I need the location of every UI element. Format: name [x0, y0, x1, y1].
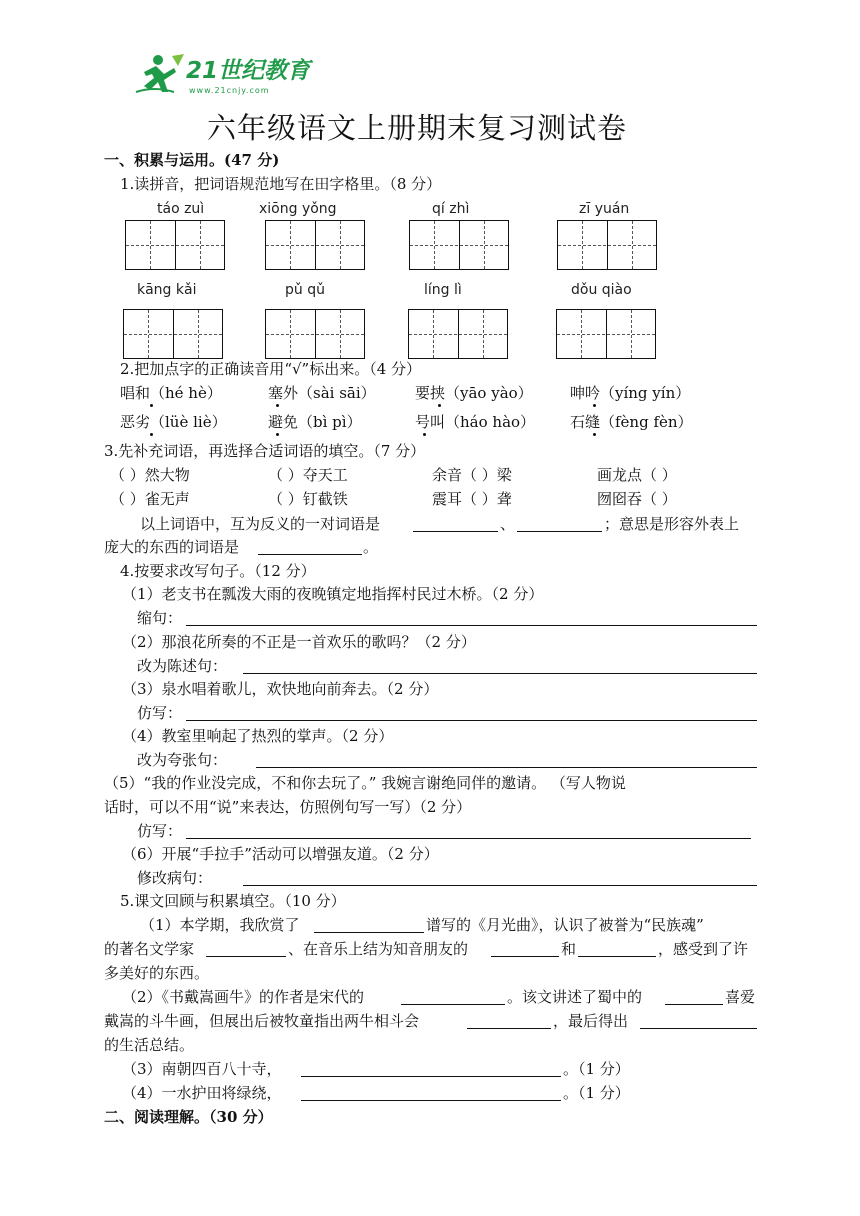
fill-blank[interactable]	[206, 956, 286, 957]
idiom-blank[interactable]: （ ）雀无声	[110, 490, 190, 508]
page-title: 六年级语文上册期末复习测试卷	[207, 111, 628, 145]
idiom-blank[interactable]: （ ）然大物	[110, 466, 190, 484]
q2-item: 避免（bì pì）	[268, 413, 362, 431]
q4-label: 改为陈述句：	[137, 657, 228, 675]
q5-text: （1）本学期，我欣赏了	[140, 916, 300, 934]
q5-text: ，最后得出	[553, 1012, 629, 1030]
q4-sentence: （2）那浪花所奏的不正是一首欢乐的歌吗？（2 分）	[122, 633, 476, 651]
q3-fill-text: 、	[500, 515, 516, 533]
tianzige-box-8[interactable]	[556, 309, 656, 359]
fill-blank[interactable]	[640, 1028, 757, 1029]
q5-prompt: 5.课文回顾与积累填空。（10 分）	[120, 892, 346, 910]
q2-item: 塞外（sài sāi）	[268, 384, 376, 402]
answer-line[interactable]	[243, 885, 757, 886]
q5-text: 喜爱	[725, 988, 756, 1006]
q5-text: 的著名文学家	[104, 940, 195, 958]
q2-item: 恶劣（lüè liè）	[120, 413, 227, 431]
q3-fill-text: 庞大的东西的词语是	[104, 538, 240, 556]
q4-label: 仿写：	[137, 822, 183, 840]
q5-text: （3）南朝四百八十寺，	[122, 1060, 282, 1078]
q5-text: 。（1 分）	[563, 1060, 630, 1078]
q4-sentence: 话时，可以不用“说”来表达，仿照例句写一写）（2 分）	[104, 798, 472, 816]
emphasis-dot	[423, 433, 426, 436]
q4-sentence: （3）泉水唱着歌儿，欢快地向前奔去。（2 分）	[122, 680, 439, 698]
q5-text: ，感受到了许	[658, 940, 749, 958]
fill-blank[interactable]	[665, 1004, 723, 1005]
fill-blank[interactable]	[467, 1028, 551, 1029]
pinyin-6: pǔ qǔ	[285, 282, 325, 298]
q4-sentence: （1）老支书在瓢泼大雨的夜晚镇定地指挥村民过木桥。（2 分）	[122, 585, 544, 603]
logo-url: www.21cnjy.com	[189, 86, 270, 95]
q5-text: （2）《书戴嵩画牛》的作者是宋代的	[122, 988, 365, 1006]
q5-text: 谱写的《月光曲》，认识了被誉为“民族魂”	[426, 916, 704, 934]
idiom-blank[interactable]: （ ）夺天工	[268, 466, 348, 484]
fill-blank[interactable]	[258, 554, 362, 555]
q5-text: 多美好的东西。	[104, 964, 210, 982]
q4-sentence: （6）开展“手拉手”活动可以增强友道。（2 分）	[122, 845, 439, 863]
pinyin-8: dǒu qiào	[571, 282, 632, 298]
q3-fill-text: 以上词语中，互为反义的一对词语是	[140, 515, 381, 533]
section-1-heading: 一、积累与运用。(47 分)	[104, 151, 280, 169]
q5-text: 和	[561, 940, 577, 958]
q2-item: 号叫（háo hào）	[415, 413, 536, 431]
emphasis-dot	[276, 404, 279, 407]
emphasis-dot	[438, 404, 441, 407]
emphasis-dot	[150, 433, 153, 436]
tianzige-box-3[interactable]	[409, 220, 509, 270]
emphasis-dot	[150, 404, 153, 407]
pinyin-3: qí zhì	[432, 201, 470, 217]
answer-line[interactable]	[186, 838, 751, 839]
q2-item: 唱和（hé hè）	[120, 384, 222, 402]
emphasis-dot	[593, 433, 596, 436]
answer-line[interactable]	[186, 720, 757, 721]
idiom-blank[interactable]: 画龙点（ ）	[597, 466, 677, 484]
q4-sentence: （5）“我的作业没完成，不和你去玩了。” 我婉言谢绝同伴的邀请。 （写人物说	[104, 774, 626, 792]
answer-line[interactable]	[256, 767, 757, 768]
tianzige-box-5[interactable]	[123, 309, 223, 359]
q5-text: 。（1 分）	[563, 1084, 630, 1102]
q2-item: 要挟（yāo yào）	[415, 384, 533, 402]
pinyin-1: táo zuì	[157, 201, 205, 217]
runner-logo-icon	[134, 52, 186, 96]
tianzige-box-6[interactable]	[265, 309, 365, 359]
fill-blank[interactable]	[401, 1004, 505, 1005]
idiom-blank[interactable]: 震耳（ ）聋	[432, 490, 512, 508]
q5-text: 的生活总结。	[104, 1036, 195, 1054]
fill-blank[interactable]	[301, 1076, 561, 1077]
tianzige-box-1[interactable]	[125, 220, 225, 270]
q4-label: 仿写：	[137, 704, 183, 722]
q4-label: 缩句：	[137, 609, 183, 627]
emphasis-dot	[593, 404, 596, 407]
answer-line[interactable]	[186, 625, 757, 626]
q5-text: 、在音乐上结为知音朋友的	[288, 940, 469, 958]
fill-blank[interactable]	[491, 956, 559, 957]
tianzige-box-4[interactable]	[557, 220, 657, 270]
emphasis-dot	[276, 433, 279, 436]
q5-text: （4）一水护田将绿绕，	[122, 1084, 282, 1102]
q4-prompt: 4.按要求改写句子。（12 分）	[120, 562, 316, 580]
pinyin-2: xiōng yǒng	[259, 201, 337, 217]
pinyin-7: líng lì	[424, 282, 462, 298]
fill-blank[interactable]	[578, 956, 656, 957]
q5-text: 。该文讲述了蜀中的	[507, 988, 643, 1006]
tianzige-box-7[interactable]	[408, 309, 508, 359]
q1-prompt: 1.读拼音，把词语规范地写在田字格里。（8 分）	[120, 175, 442, 193]
q2-item: 呻吟（yíng yín）	[570, 384, 691, 402]
q4-label: 修改病句：	[137, 869, 213, 887]
tianzige-box-2[interactable]	[265, 220, 365, 270]
q4-sentence: （4）教室里响起了热烈的掌声。（2 分）	[122, 727, 394, 745]
section-2-heading: 二、阅读理解。（30 分）	[104, 1108, 273, 1126]
fill-blank[interactable]	[517, 531, 602, 532]
q3-prompt: 3.先补充词语，再选择合适词语的填空。（7 分）	[104, 442, 426, 460]
fill-blank[interactable]	[314, 932, 424, 933]
q2-item: 石缝（fèng fèn）	[570, 413, 693, 431]
idiom-blank[interactable]: 余音（ ）梁	[432, 466, 512, 484]
idiom-blank[interactable]: （ ）钉截铁	[268, 490, 348, 508]
answer-line[interactable]	[243, 673, 757, 674]
fill-blank[interactable]	[301, 1100, 561, 1101]
logo	[134, 52, 314, 98]
q5-text: 戴嵩的斗牛画，但展出后被牧童指出两牛相斗会	[104, 1012, 420, 1030]
q4-label: 改为夸张句：	[137, 751, 228, 769]
q3-fill-text: ；意思是形容外表上	[604, 515, 740, 533]
pinyin-5: kāng kǎi	[137, 282, 197, 298]
logo-brand: 21世纪教育	[186, 58, 311, 84]
fill-blank[interactable]	[413, 531, 498, 532]
q2-prompt: 2.把加点字的正确读音用“√”标出来。（4 分）	[120, 360, 422, 378]
pinyin-4: zī yuán	[579, 201, 630, 217]
idiom-blank[interactable]: 囫囵吞（ ）	[597, 490, 677, 508]
q3-fill-text: 。	[363, 538, 379, 556]
